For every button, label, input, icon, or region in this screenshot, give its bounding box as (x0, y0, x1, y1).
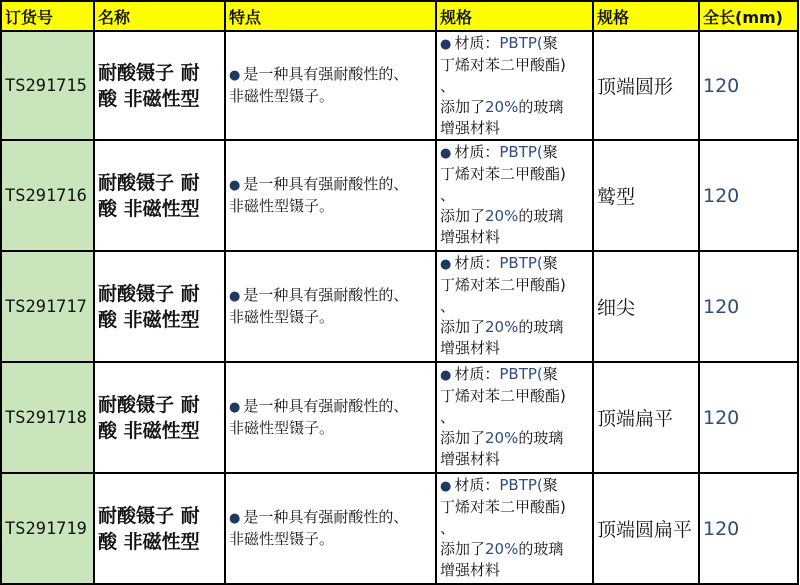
material-line4 (440, 428, 589, 449)
name-line1: 耐酸镊子 耐 (98, 171, 200, 194)
name-line1: 耐酸镊子 耐 (98, 61, 200, 84)
length-cell: 120 (699, 251, 798, 362)
material-line1 (440, 364, 589, 386)
header-row (1, 1, 798, 31)
material-line5: 增强材料 (440, 450, 501, 468)
spec-cell: 顶端扁平 (593, 362, 699, 473)
name-line2: 酸 非磁性型 (98, 87, 200, 110)
material-label: 材质： (454, 476, 500, 494)
bullet-icon: ● (440, 479, 452, 494)
order-id-cell: TS291719 (1, 473, 94, 584)
material-line2: 丁烯对苯二甲酸酯) (440, 276, 566, 294)
material-cell (436, 251, 593, 362)
features-line1 (229, 64, 432, 86)
name-cell (94, 362, 225, 473)
material-add-suffix: 的玻璃 (518, 318, 564, 336)
table-row (1, 31, 798, 140)
material-line5: 增强材料 (440, 561, 501, 579)
material-add-suffix: 的玻璃 (518, 98, 564, 116)
name-line2: 酸 非磁性型 (98, 419, 200, 442)
column-header-order-id: 订货号 (1, 1, 94, 31)
material-line4 (440, 539, 589, 560)
features-line1 (229, 174, 432, 196)
material-line1-end: 聚 (542, 143, 558, 161)
bullet-icon: ● (440, 37, 452, 52)
bullet-icon: ● (229, 289, 241, 304)
name-line1: 耐酸镊子 耐 (98, 282, 200, 305)
spec-cell: 顶端圆形 (593, 31, 699, 140)
material-line1-end: 聚 (542, 254, 558, 272)
features-cell (225, 362, 436, 473)
name-cell (94, 251, 225, 362)
material-pbtp: PBTP( (499, 254, 543, 272)
features-text1: 是一种具有强耐酸性的、 (243, 508, 409, 526)
material-line4 (440, 97, 589, 118)
order-id-cell: TS291717 (1, 251, 94, 362)
material-line2: 丁烯对苯二甲酸酯) (440, 56, 566, 74)
material-line2: 丁烯对苯二甲酸酯) (440, 165, 566, 183)
material-line5: 增强材料 (440, 119, 501, 137)
material-add-suffix: 的玻璃 (518, 540, 564, 558)
order-id-cell: TS291718 (1, 362, 94, 473)
bullet-icon: ● (440, 257, 452, 272)
material-line1-end: 聚 (542, 34, 558, 52)
column-header-spec-tip: 规格 (593, 1, 699, 31)
material-line4 (440, 317, 589, 338)
name-line1: 耐酸镊子 耐 (98, 393, 200, 416)
material-percent: 20% (485, 207, 519, 225)
material-pbtp: PBTP( (499, 34, 543, 52)
material-add-prefix: 添加了 (440, 98, 486, 116)
order-id-cell: TS291715 (1, 31, 94, 140)
material-percent: 20% (485, 429, 519, 447)
features-line2: 非磁性型镊子。 (229, 308, 335, 326)
spec-cell: 细尖 (593, 251, 699, 362)
material-cell (436, 473, 593, 584)
material-line1-end: 聚 (542, 365, 558, 383)
material-cell (436, 31, 593, 140)
features-text1: 是一种具有强耐酸性的、 (243, 65, 409, 83)
material-line1 (440, 253, 589, 275)
table-row (1, 140, 798, 251)
material-line5: 增强材料 (440, 339, 501, 357)
material-pbtp: PBTP( (499, 476, 543, 494)
name-line2: 酸 非磁性型 (98, 197, 200, 220)
features-line1 (229, 285, 432, 307)
name-cell (94, 31, 225, 140)
name-cell (94, 140, 225, 251)
table-row (1, 362, 798, 473)
material-line3: 、 (440, 186, 456, 204)
column-header-length: 全长(mm) (699, 1, 798, 31)
name-cell (94, 473, 225, 584)
length-cell: 120 (699, 473, 798, 584)
bullet-icon: ● (229, 511, 241, 526)
bullet-icon: ● (229, 400, 241, 415)
features-line1 (229, 507, 432, 529)
column-header-name: 名称 (94, 1, 225, 31)
table-row (1, 473, 798, 584)
material-line2: 丁烯对苯二甲酸酯) (440, 498, 566, 516)
features-cell (225, 251, 436, 362)
material-label: 材质： (454, 365, 500, 383)
material-label: 材质： (454, 34, 500, 52)
material-add-prefix: 添加了 (440, 318, 486, 336)
features-line2: 非磁性型镊子。 (229, 419, 335, 437)
material-add-suffix: 的玻璃 (518, 207, 564, 225)
material-line3: 、 (440, 519, 456, 537)
length-cell: 120 (699, 31, 798, 140)
order-id-cell: TS291716 (1, 140, 94, 251)
material-percent: 20% (485, 318, 519, 336)
length-cell: 120 (699, 140, 798, 251)
features-text1: 是一种具有强耐酸性的、 (243, 397, 409, 415)
features-cell (225, 140, 436, 251)
material-line1 (440, 475, 589, 497)
features-cell (225, 473, 436, 584)
material-label: 材质： (454, 254, 500, 272)
features-text1: 是一种具有强耐酸性的、 (243, 286, 409, 304)
table-row (1, 251, 798, 362)
features-line2: 非磁性型镊子。 (229, 87, 335, 105)
column-header-features: 特点 (225, 1, 436, 31)
features-line2: 非磁性型镊子。 (229, 197, 335, 215)
material-line1 (440, 142, 589, 164)
material-line3: 、 (440, 297, 456, 315)
material-line1-end: 聚 (542, 476, 558, 494)
material-line3: 、 (440, 408, 456, 426)
name-line2: 酸 非磁性型 (98, 308, 200, 331)
material-line2: 丁烯对苯二甲酸酯) (440, 387, 566, 405)
bullet-icon: ● (440, 146, 452, 161)
material-line1 (440, 33, 589, 55)
features-cell (225, 31, 436, 140)
material-percent: 20% (485, 98, 519, 116)
material-add-suffix: 的玻璃 (518, 429, 564, 447)
material-cell (436, 140, 593, 251)
material-add-prefix: 添加了 (440, 207, 486, 225)
material-label: 材质： (454, 143, 500, 161)
material-add-prefix: 添加了 (440, 540, 486, 558)
spec-cell: 顶端圆扁平 (593, 473, 699, 584)
name-line1: 耐酸镊子 耐 (98, 504, 200, 527)
features-text1: 是一种具有强耐酸性的、 (243, 175, 409, 193)
spec-cell: 鹫型 (593, 140, 699, 251)
bullet-icon: ● (229, 68, 241, 83)
material-pbtp: PBTP( (499, 365, 543, 383)
features-line2: 非磁性型镊子。 (229, 530, 335, 548)
material-line3: 、 (440, 77, 456, 95)
length-cell: 120 (699, 362, 798, 473)
material-line4 (440, 206, 589, 227)
bullet-icon: ● (440, 368, 452, 383)
material-add-prefix: 添加了 (440, 429, 486, 447)
material-cell (436, 362, 593, 473)
bullet-icon: ● (229, 178, 241, 193)
column-header-spec-material: 规格 (436, 1, 593, 31)
material-line5: 增强材料 (440, 228, 501, 246)
material-pbtp: PBTP( (499, 143, 543, 161)
name-line2: 酸 非磁性型 (98, 530, 200, 553)
material-percent: 20% (485, 540, 519, 558)
features-line1 (229, 396, 432, 418)
